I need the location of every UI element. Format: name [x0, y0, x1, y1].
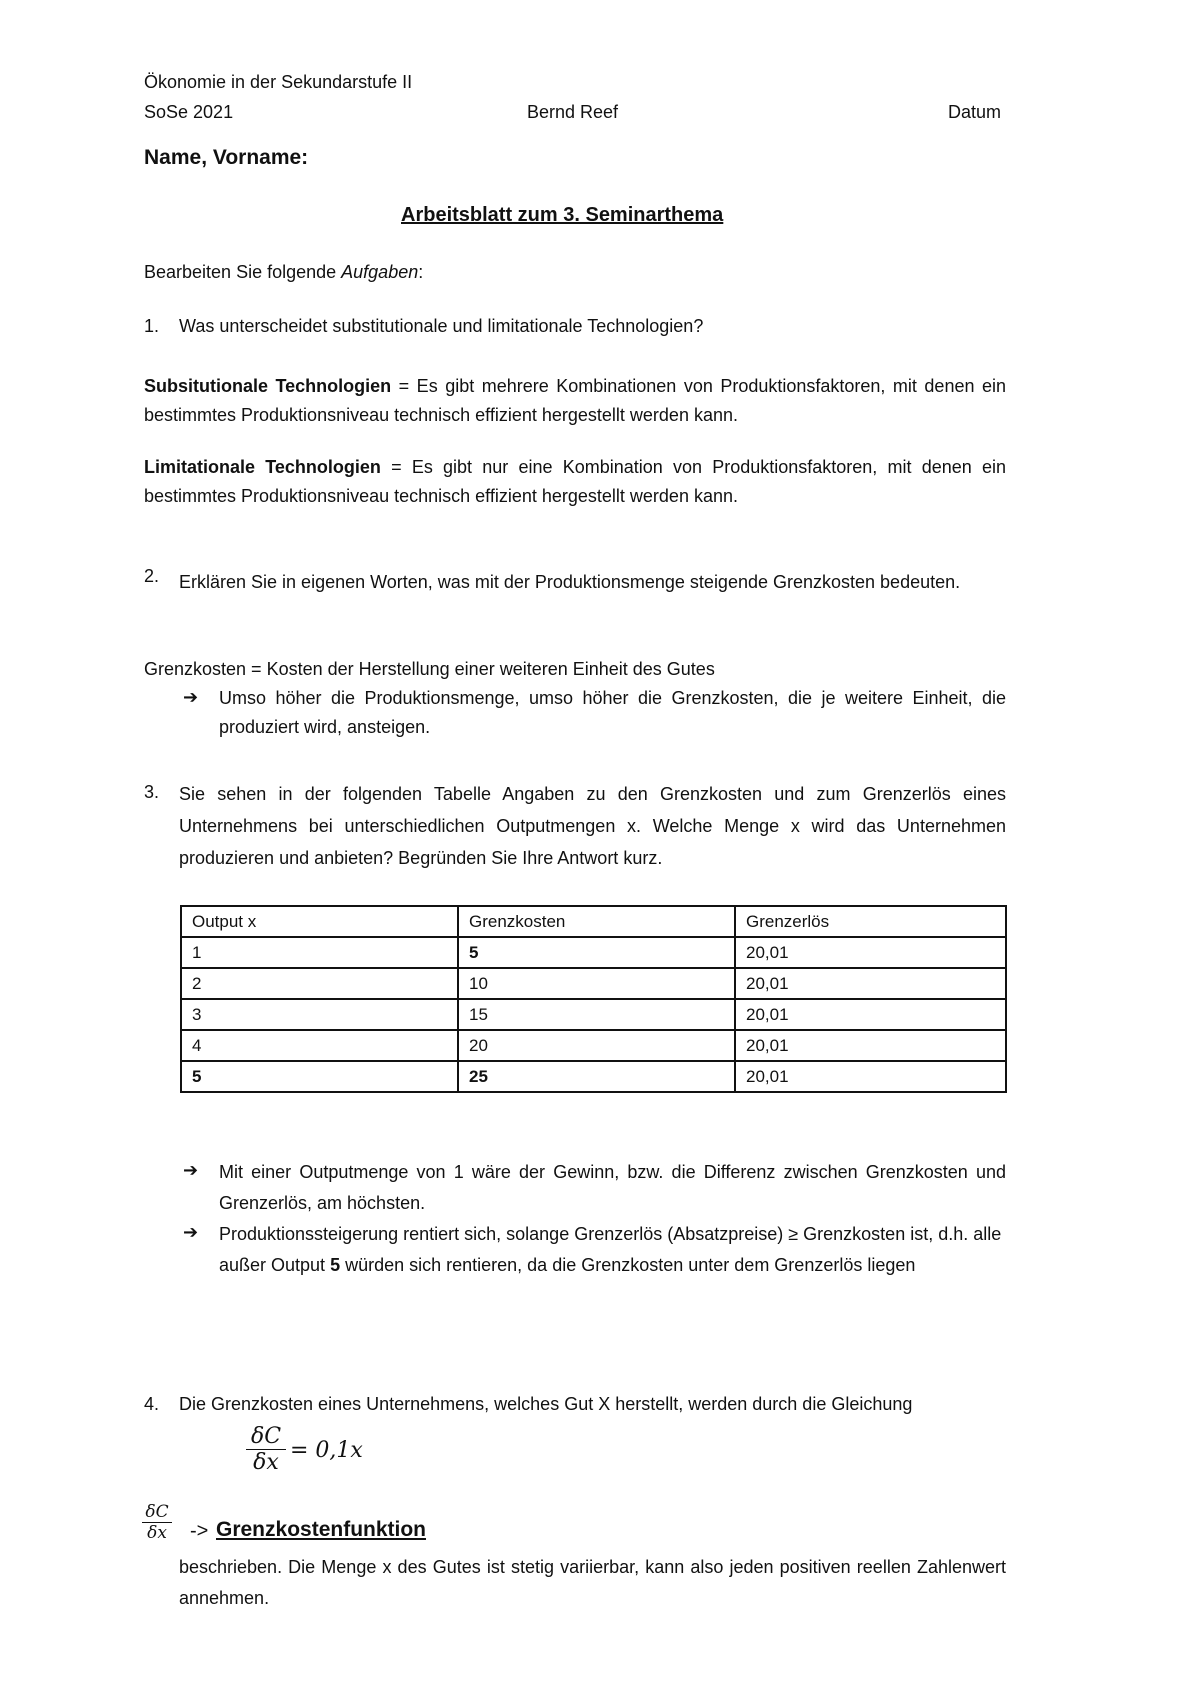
table-cell: 20,01 — [735, 937, 1006, 968]
question-4-text: Die Grenzkosten eines Unternehmens, welches Gut X herstellt, werden durch die Gleichung — [179, 1394, 913, 1414]
table-cell: 5 — [181, 1061, 458, 1092]
marginal-cost-function-label: Grenzkostenfunktion — [216, 1518, 427, 1541]
author: Bernd Reef — [527, 102, 619, 122]
table-cell: 20 — [458, 1030, 735, 1061]
table-cell: 4 — [181, 1030, 458, 1061]
arrow-icon: ➔ — [183, 1222, 199, 1242]
page-title: Arbeitsblatt zum 3. Seminarthema — [401, 204, 724, 226]
table-cell: 15 — [458, 999, 735, 1030]
question-3-text: Sie sehen in der folgenden Tabelle Angaben zu den Grenzkosten und zum Grenzerlös eines Unternehmens bei unterschiedlichen Outputmengen x. Welche Menge x wird das Unternehmen produzieren und anbieten? Begründen Sie Ihre Antwort kurz. — [179, 784, 1006, 868]
question-2-number: 2. — [144, 566, 160, 586]
semester: SoSe 2021 — [144, 102, 234, 122]
equation-rhs: = 0,1x — [290, 1438, 363, 1463]
side-numerator: δC — [145, 1502, 169, 1522]
question-1-number: 1. — [144, 316, 160, 336]
answer-3-point-2: Produktionssteigerung rentiert sich, solange Grenzerlös (Absatzpreise) ≥ Grenzkosten ist, d.h. alle außer Output 5 würden sich rentieren, da die Grenzkosten unter dem Grenzerlös liegen — [219, 1224, 1002, 1275]
question-4-continuation: beschrieben. Die Menge x des Gutes ist stetig variierbar, kann also jeden positiven reellen Zahlenwert annehmen. — [179, 1557, 1006, 1608]
table-header-cell: Output x — [181, 906, 458, 937]
table-cell: 1 — [181, 937, 458, 968]
table-row — [181, 937, 1006, 968]
table-cell: 20,01 — [735, 1061, 1006, 1092]
equation-fraction — [246, 1424, 286, 1475]
table-header-cell: Grenzkosten — [458, 906, 735, 937]
date-label: Datum — [948, 102, 1002, 122]
table-cell: 20,01 — [735, 1030, 1006, 1061]
name-field-label: Name, Vorname: — [144, 146, 309, 169]
table-cell: 10 — [458, 968, 735, 999]
table-header-row — [181, 906, 1006, 937]
table-header-cell: Grenzerlös — [735, 906, 1006, 937]
table-cell: 20,01 — [735, 968, 1006, 999]
arrow-icon: ➔ — [183, 687, 199, 707]
question-1-text: Was unterscheidet substitutionale und limitationale Technologien? — [179, 316, 704, 336]
question-4-number: 4. — [144, 1394, 160, 1414]
table-cell: 5 — [458, 937, 735, 968]
side-denominator: δx — [147, 1523, 167, 1543]
question-2-text: Erklären Sie in eigenen Worten, was mit der Produktionsmenge steigende Grenzkosten bedeuten. — [179, 572, 961, 592]
course-title: Ökonomie in der Sekundarstufe II — [144, 72, 413, 92]
table-row — [181, 968, 1006, 999]
equation-denominator: δx — [253, 1450, 279, 1475]
answer-2-text: Umso höher die Produktionsmenge, umso höher die Grenzkosten, die je weitere Einheit, die produziert wird, ansteigen. — [219, 688, 1006, 737]
table-row — [181, 999, 1006, 1030]
answer-1-limitational: Limitationale Technologien = Es gibt nur eine Kombination von Produktionsfaktoren, mit denen ein bestimmtes Produktionsniveau technisch effizient hergestellt werden kann. — [144, 457, 1006, 506]
intro-line: Bearbeiten Sie folgende Aufgaben: — [144, 262, 424, 282]
question-3-number: 3. — [144, 782, 160, 802]
marginal-cost-definition: Grenzkosten = Kosten der Herstellung einer weiteren Einheit des Gutes — [144, 659, 715, 679]
equation-numerator: δC — [250, 1424, 282, 1449]
side-arrow: -> — [190, 1520, 209, 1542]
table-cell: 3 — [181, 999, 458, 1030]
table-cell: 20,01 — [735, 999, 1006, 1030]
cost-revenue-table — [180, 905, 1007, 1093]
side-fraction — [142, 1502, 172, 1543]
answer-3-point-1: Mit einer Outputmenge von 1 wäre der Gewinn, bzw. die Differenz zwischen Grenzkosten und Grenzerlös, am höchsten. — [219, 1162, 1006, 1213]
table-row — [181, 1061, 1006, 1092]
arrow-icon: ➔ — [183, 1160, 199, 1180]
answer-1-substitutional: Subsitutionale Technologien = Es gibt mehrere Kombinationen von Produktionsfaktoren, mit denen ein bestimmtes Produktionsniveau technisch effizient hergestellt werden kann. — [144, 376, 1007, 425]
table-row — [181, 1030, 1006, 1061]
table-cell: 2 — [181, 968, 458, 999]
table-cell: 25 — [458, 1061, 735, 1092]
